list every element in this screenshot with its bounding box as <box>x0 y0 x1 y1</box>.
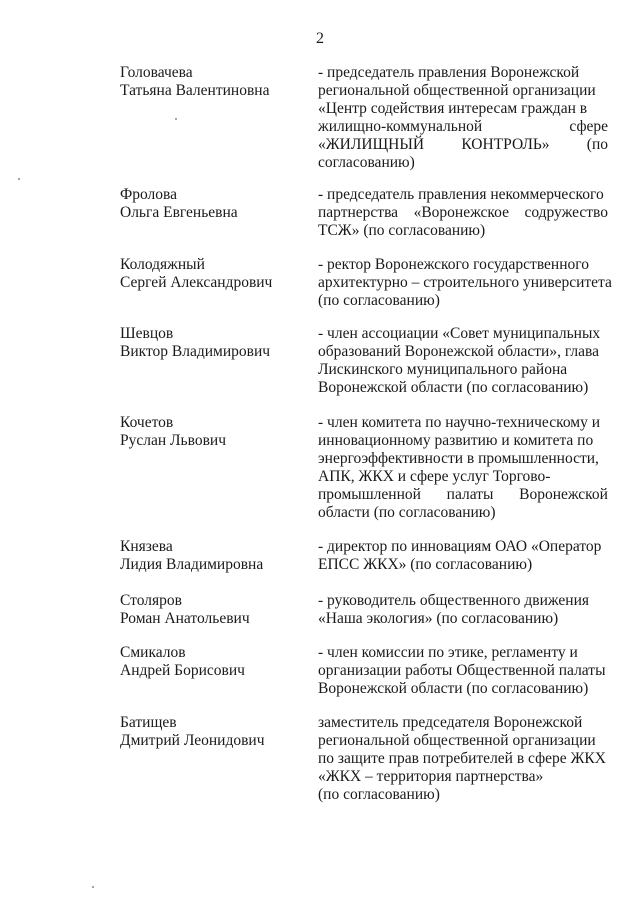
scan-speck <box>175 118 177 120</box>
role-line: заместитель председателя Воронежской <box>318 714 583 731</box>
role-line: Воронежской области (по согласованию) <box>318 680 589 697</box>
member-role <box>318 325 608 397</box>
role-word: партнерства <box>318 204 399 221</box>
member-given-names: Татьяна Валентиновна <box>120 82 270 99</box>
member-name <box>120 538 305 574</box>
role-line: региональной общественной организации <box>318 82 596 99</box>
role-line: (по согласованию) <box>318 292 440 309</box>
member-surname: Столяров <box>120 592 182 609</box>
role-line: «ЖКХ – территория партнерства» <box>318 768 544 785</box>
role-line: ЕПСС ЖКХ» (по согласованию) <box>318 556 533 573</box>
member-role <box>318 64 608 172</box>
role-line: - директор по инновациям ОАО «Оператор <box>318 538 602 555</box>
member-given-names: Руслан Львович <box>120 432 226 449</box>
role-line: - председатель правления некоммерческого <box>318 186 604 203</box>
role-line: области (по согласованию) <box>318 504 496 521</box>
role-line: организации работы Общественной палаты <box>318 662 606 679</box>
member-name <box>120 256 305 292</box>
role-word: (по <box>586 136 608 153</box>
member-role <box>318 414 608 522</box>
member-given-names: Андрей Борисович <box>120 662 245 679</box>
member-given-names: Виктор Владимирович <box>120 343 271 360</box>
role-line: образований Воронежской области», глава <box>318 343 600 360</box>
member-name <box>120 592 305 628</box>
role-line <box>318 204 608 222</box>
role-line: по защите прав потребителей в сфере ЖКХ <box>318 750 606 767</box>
role-line: Лискинского муниципального района <box>318 361 568 378</box>
role-line: - руководитель общественного движения <box>318 592 589 609</box>
member-surname: Батищев <box>120 714 177 731</box>
member-given-names: Лидия Владимировна <box>120 556 264 573</box>
member-given-names: Дмитрий Леонидович <box>120 732 265 749</box>
member-surname: Головачева <box>120 64 193 81</box>
member-surname: Колодяжный <box>120 256 205 273</box>
scan-speck <box>18 178 20 180</box>
role-line: архитектурно – строительного университета <box>318 274 612 291</box>
page-number: 2 <box>316 30 324 47</box>
role-word: «Воронежское <box>413 204 509 221</box>
member-given-names: Ольга Евгеньевна <box>120 204 238 221</box>
member-surname: Фролова <box>120 186 178 203</box>
member-role <box>318 538 608 574</box>
member-name <box>120 186 305 222</box>
member-name <box>120 64 305 100</box>
role-line: - член комиссии по этике, регламенту и <box>318 644 578 661</box>
role-line: согласованию) <box>318 154 415 171</box>
role-word: КОНТРОЛЬ» <box>461 136 550 153</box>
member-surname: Князева <box>120 538 173 555</box>
role-word: «ЖИЛИЩНЫЙ <box>318 136 425 153</box>
member-surname: Кочетов <box>120 414 174 431</box>
member-role <box>318 714 608 804</box>
role-line <box>318 118 608 136</box>
role-line: (по согласованию) <box>318 786 440 803</box>
role-line: Воронежской области (по согласованию) <box>318 379 589 396</box>
role-line: - член ассоциации «Совет муниципальных <box>318 325 601 342</box>
member-role <box>318 592 608 628</box>
role-line: инновационному развитию и комитета по <box>318 432 594 449</box>
role-word: Воронежской <box>519 486 608 503</box>
role-line: «Наша экология» (по согласованию) <box>318 610 559 627</box>
member-name <box>120 644 305 680</box>
role-word: палаты <box>446 486 494 503</box>
member-surname: Смикалов <box>120 644 186 661</box>
role-line: АПК, ЖКХ и сфере услуг Торгово- <box>318 468 551 485</box>
member-role <box>318 256 612 310</box>
role-line: - председатель правления Воронежской <box>318 64 580 81</box>
role-line: - ректор Воронежского государственного <box>318 256 589 273</box>
role-line: региональной общественной организации <box>318 732 596 749</box>
role-line <box>318 486 608 504</box>
role-line: «Центр содействия интересам граждан в <box>318 100 588 117</box>
scan-speck <box>92 886 94 888</box>
member-role <box>318 186 608 240</box>
role-line <box>318 136 608 154</box>
member-role <box>318 644 608 698</box>
role-word: промышленной <box>318 486 421 503</box>
member-surname: Шевцов <box>120 325 174 342</box>
member-given-names: Сергей Александрович <box>120 274 273 291</box>
member-name <box>120 325 305 361</box>
role-line: - член комитета по научно-техническому и <box>318 414 601 431</box>
role-line: энергоэффективности в промышленности, <box>318 450 599 467</box>
member-given-names: Роман Анатольевич <box>120 610 250 627</box>
role-word: жилищно-коммунальной <box>318 118 483 135</box>
member-name <box>120 714 305 750</box>
role-word: содружество <box>524 204 608 221</box>
role-word: сфере <box>569 118 608 135</box>
member-name <box>120 414 305 450</box>
role-line: ТСЖ» (по согласованию) <box>318 222 486 239</box>
